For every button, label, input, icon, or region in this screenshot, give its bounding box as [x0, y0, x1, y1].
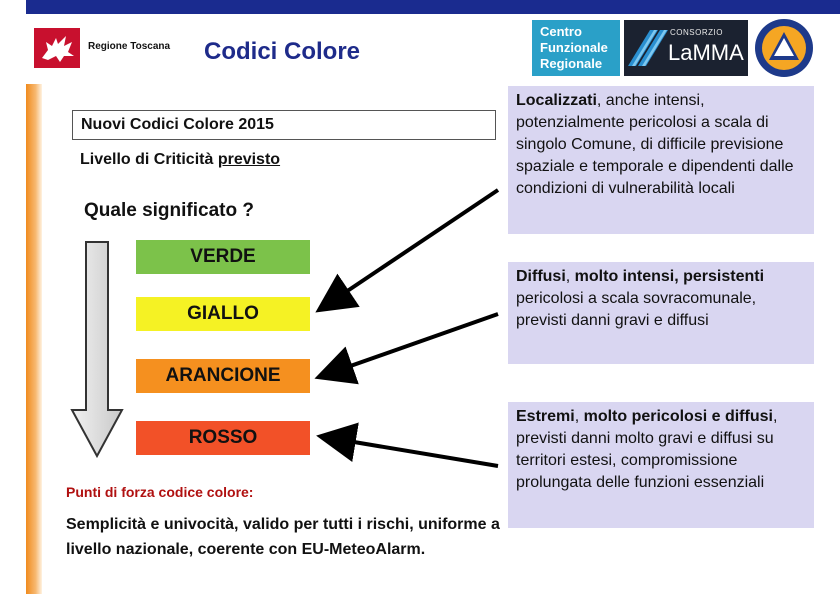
pointer-arancione [322, 314, 498, 376]
desc-3-bold: Estremi [516, 408, 575, 425]
level-verde: VERDE [136, 240, 310, 274]
page-title: Codici Colore [204, 38, 361, 65]
lamma-name: LaMMA [668, 40, 744, 65]
desc-2-bold-2: molto intensi, persistenti [574, 268, 765, 285]
cfr-line-3: Regionale [540, 56, 603, 71]
desc-1-text: , anche intensi, potenzialmente pericolosi a scala di singolo Comune, di difficile previsione spaziale e temporale e dipendenti dalle condizioni di vulnerabilità locali [516, 92, 794, 197]
desc-1-bold: Localizzati [516, 92, 597, 109]
desc-3-bold-2: molto pericolosi e diffusi [583, 408, 773, 425]
strengths-text: Semplicità e univocità, valido per tutti i rischi, uniforme a livello nazionale, coerente con EU-MeteoAlarm. [66, 516, 500, 558]
description-estremi [508, 402, 814, 528]
desc-2-bold: Diffusi [516, 268, 566, 285]
question: Quale significato ? [84, 200, 254, 221]
level-giallo: GIALLO [136, 297, 310, 331]
slide [26, 0, 840, 594]
desc-3-text: , previsti danni molto gravi e diffusi su territori estesi, compromissione prolungata delle funzioni essenziali [516, 408, 778, 491]
criticity-underlined: previsto [217, 151, 281, 168]
level-rosso: ROSSO [136, 421, 310, 455]
lamma-sub: CONSORZIO [670, 28, 723, 37]
desc-2-text: pericolosi a scala sovracomunale, previsti danni gravi e diffusi [516, 290, 757, 329]
description-diffusi [508, 262, 814, 364]
region-name: Regione Toscana [88, 41, 171, 52]
pointer-giallo [322, 190, 498, 308]
level-arancione: ARANCIONE [136, 359, 310, 393]
strengths-title: Punti di forza codice colore: [66, 484, 254, 500]
codes-title-box: Nuovi Codici Colore 2015 [72, 110, 496, 140]
cfr-line-2: Funzionale [540, 40, 608, 55]
description-localizzati [508, 86, 814, 234]
cfr-line-1: Centro [540, 24, 582, 39]
pointer-rosso [324, 437, 498, 466]
desc-3-sep: , [574, 408, 584, 425]
criticity-prefix: Livello di Criticità [80, 151, 218, 168]
desc-2-sep: , [565, 268, 575, 285]
